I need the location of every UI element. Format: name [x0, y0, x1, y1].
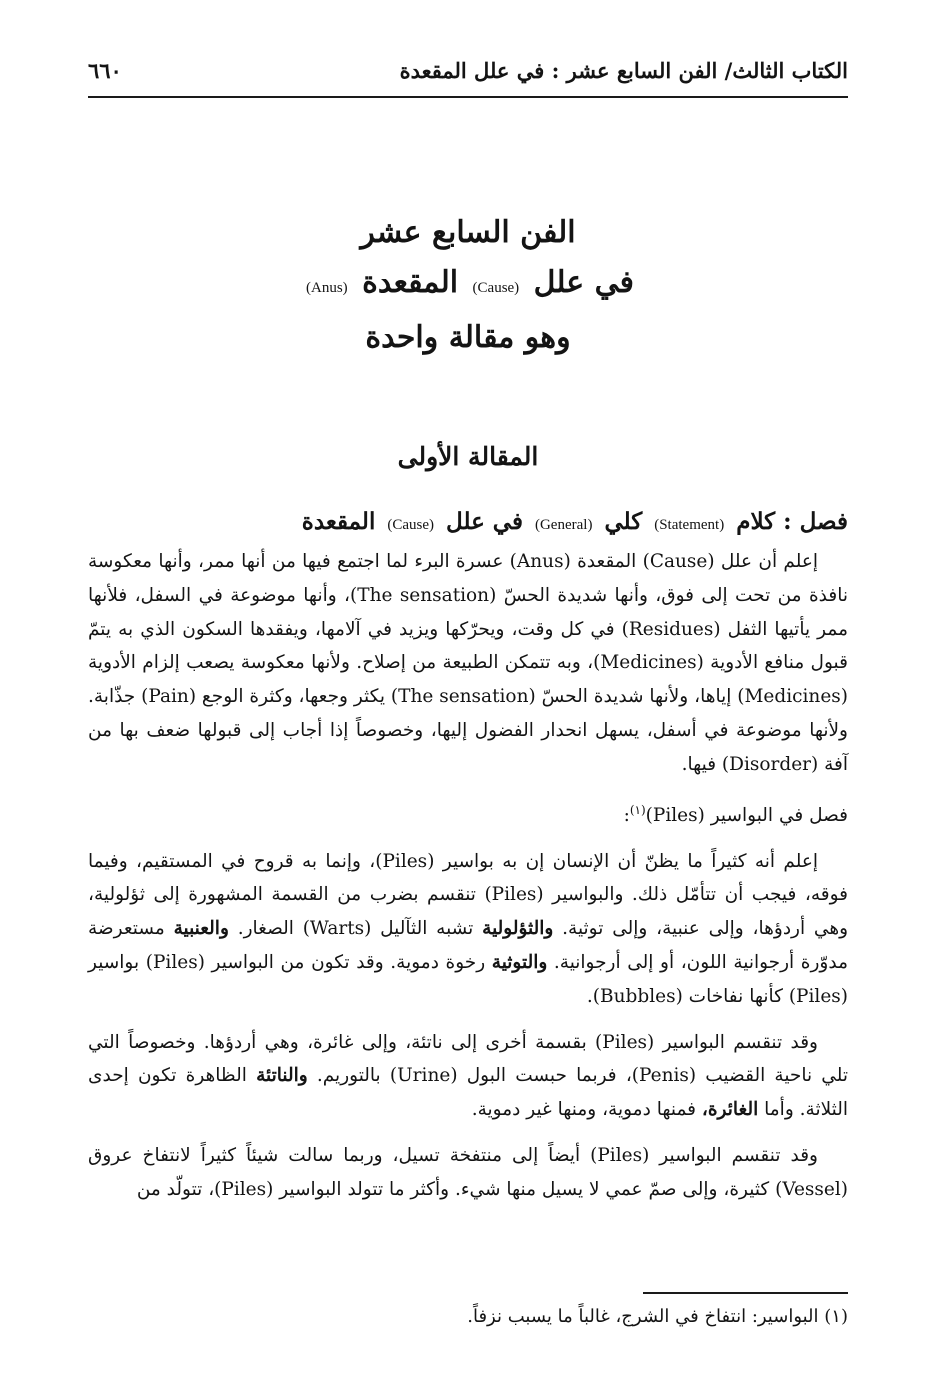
footnote-rule [88, 1292, 848, 1294]
sub-heading-piles: فصل في البواسير (Piles)$^{(١)}$: [623, 802, 848, 826]
chapter-title-line-2: في علل (Cause) المقعدة (Anus) [306, 265, 634, 300]
chapter-title-line-3: وهو مقالة واحدة [365, 320, 571, 355]
paragraph-4: وقد تنقسم البواسير (Piles) أيضاً إلى منتفخة تسيل، وربما سالت شيئاً كثيراً لانتفاخ عروق (Vessel) كثيرة، وإلى صمّ عمي لا يسيل منها شيء. وأكثر ما تتولد البواسير (Piles)، تتولّد من [88, 1144, 848, 1200]
paragraph-2: إعلم أنه كثيراً ما يظنّ أن الإنسان إن به بواسير (Piles)، وإنما به قروح في المستقيم، وفيما فوقه، فيجب أن تتأمّل ذلك. والبواسير (Piles) تنقسم بضرب من القسمة المشهورة إلى ثؤلولية، وهي أردؤها، وإلى عنبية، وإلى توثية. والثؤلولية تشبه الثآليل (Warts) الصغار. والعنبية مستعرضة مدوّرة أرجوانية اللون، أو إلى أرجوانية. والتوثية رخوة دموية. وقد تكون من البواسير (Piles) بواسير (Piles) كأنها نفاخات (Bubbles). [88, 850, 849, 1007]
page-number: ٦٦٠ [88, 57, 122, 83]
header-rule [88, 96, 848, 98]
chapter-title [88, 208, 848, 363]
body-text [88, 502, 848, 1207]
running-title: الكتاب الثالث/ الفن السابع عشر : في علل المقعدة [399, 57, 848, 83]
footnote: (١) البواسير: انتفاخ في الشرج، غالباً ما يسبب نزفاً. [467, 1306, 848, 1327]
chapter-heading: فصل : كلام (Statement) كلي (General) في علل (Cause) المقعدة [301, 508, 848, 535]
paragraph-1: إعلم أن علل (Cause) المقعدة (Anus) عسرة البرء لما اجتمع فيها من أنها ممر، وأنها معكوسة نافذة من تحت إلى فوق، وأنها شديدة الحسّ (The sensation)، وأنها موضوعة في السفل، فلأنها ممر يأتيها الثفل (Residues) في كل وقت، ويحرّكها ويزيد في آلامها، ويفقدها السكون الذي به يتمّ قبول منافع الأدوية (Medicines)، وبه تتمكن الطبيعة من إصلاح. ولأنها معكوسة يصعب إلزام الأدوية (Medicines) إياها، ولأنها شديدة الحسّ (The sensation) يكثر وجعها، وكثرة الوجع (Pain) جذّابة. ولأنها موضوعة في أسفل، يسهل انحدار الفضول إليها، وخصوصاً إذا أجاب إلى قبولها ضعف بها من آفة (Disorder) فيها. [88, 551, 849, 775]
paragraph-3: وقد تنقسم البواسير (Piles) بقسمة أخرى إلى ناتئة، وإلى غائرة، وهي أردؤها. وخصوصاً التي تلي ناحية القضيب (Penis)، فربما حبست البول (Urine) بالتوريم. والناتئة الظاهرة تكون إحدى الثلاثة. وأما الغائرة، فمنها دموية، ومنها غير دموية. [88, 1031, 848, 1121]
section-title: المقالة الأولى [397, 442, 539, 471]
running-header [88, 52, 848, 88]
footnote-marker: (١) [629, 802, 646, 817]
chapter-title-line-1: الفن السابع عشر [360, 215, 576, 250]
